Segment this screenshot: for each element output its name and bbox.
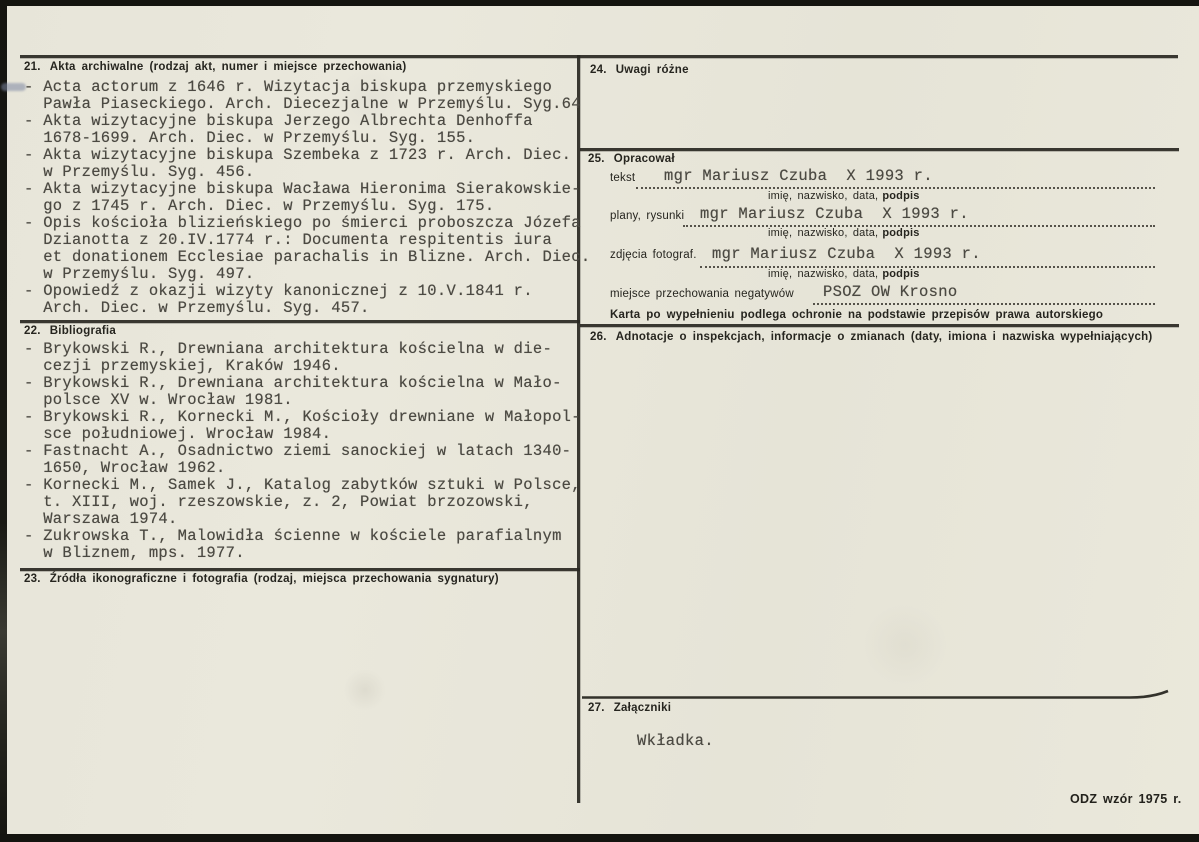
field-value-plany-rysunki: mgr Mariusz Czuba X 1993 r. — [700, 205, 969, 223]
rule-section-27-top — [582, 687, 1174, 701]
section-22-typed-text — [24, 341, 580, 562]
scan-edge-left — [0, 0, 7, 842]
field-label-tekst: tekst — [610, 172, 636, 184]
section-21-akta-archiwalne — [24, 61, 591, 317]
scan-edge-bottom — [0, 834, 1199, 842]
form-version-stamp: ODZ wzór 1975 r. — [1070, 792, 1182, 806]
field-value-tekst: mgr Mariusz Czuba X 1993 r. — [664, 167, 933, 185]
section-22-bibliografia — [24, 325, 580, 562]
typed-line: et donationem Ecclesiae parachalis in Blizne. Arch. Diec. — [24, 248, 591, 266]
typed-line: - Akta wizytacyjne biskupa Jerzego Albrechta Denhoffa — [24, 112, 533, 130]
copyright-note: Karta po wypełnieniu podlega ochronie na podstawie przepisów prawa autorskiego — [610, 309, 1104, 321]
typed-line: - Opowiedź z okazji wizyty kanonicznej z 10.V.1841 r. — [24, 282, 533, 300]
section-title: Akta archiwalne (rodzaj akt, numer i miejsce przechowania) — [49, 61, 407, 73]
field-label-miejsce-negatywow: miejsce przechowania negatywów — [610, 288, 794, 300]
section-title: Uwagi różne — [615, 64, 689, 76]
scan-edge-top — [0, 0, 1199, 6]
section-21-typed-text — [24, 78, 591, 317]
typed-line: 1650, Wrocław 1962. — [24, 459, 226, 477]
typed-line: - Acta actorum z 1646 r. Wizytacja biskupa przemyskiego — [24, 78, 553, 96]
typed-line: w Bliznem, mps. 1977. — [24, 544, 245, 562]
typed-line: - Brykowski R., Kornecki M., Kościoły drewniane w Małopol- — [24, 408, 581, 426]
field-value-zdjecia-fotograf: mgr Mariusz Czuba X 1993 r. — [712, 245, 981, 263]
typed-line: - Brykowski R., Drewniana architektura kościelna w die- — [24, 340, 553, 358]
typed-line: - Opis kościoła blizieńskiego po śmierci proboszcza Józefa — [24, 214, 581, 232]
typed-line: Wkładka. — [637, 732, 714, 750]
typed-line: - Akta wizytacyjne biskupa Szembeka z 1723 r. Arch. Diec. — [24, 146, 572, 164]
typed-line: - Zukrowska T., Malowidła ścienne w kościele parafialnym — [24, 527, 562, 545]
section-25-header — [588, 153, 1179, 166]
field-caption: imię, nazwisko, data, podpis — [768, 190, 920, 202]
section-24-uwagi-rozne — [590, 64, 1178, 77]
section-title: Źródła ikonograficzne i fotografia (rodzaj, miejsca przechowania sygnatury) — [49, 573, 499, 585]
rule-section-26-top — [580, 324, 1179, 327]
section-25-opracowal — [588, 153, 1179, 323]
typed-line: sce południowej. Wrocław 1984. — [24, 425, 332, 443]
section-number: 23. — [24, 573, 41, 585]
rule-section-23-top — [20, 568, 580, 571]
typed-line: 1678-1699. Arch. Diec. w Przemyślu. Syg. 155. — [24, 129, 476, 147]
typed-line: Arch. Diec. w Przemyślu. Syg. 457. — [24, 299, 370, 317]
typed-line: Dzianotta z 20.IV.1774 r.: Documenta respitentis iura — [24, 231, 553, 249]
section-24-header — [590, 64, 1178, 77]
section-title: Opracował — [613, 153, 675, 165]
section-26-adnotacje — [590, 331, 1178, 344]
section-number: 21. — [24, 61, 41, 73]
field-caption: imię, nazwisko, data, podpis — [768, 268, 920, 280]
section-number: 26. — [590, 331, 607, 343]
typed-line: w Przemyślu. Syg. 456. — [24, 163, 255, 181]
rule-section-25-top — [580, 148, 1179, 151]
typed-line: Pawła Piaseckiego. Arch. Diecezjalne w Przemyślu. Syg.64 — [24, 95, 581, 113]
typed-line: - Kornecki M., Samek J., Katalog zabytków sztuki w Polsce, — [24, 476, 581, 494]
section-title: Bibliografia — [49, 325, 117, 337]
section-27-zalaczniki — [588, 702, 1176, 750]
section-27-header — [588, 702, 1176, 715]
section-title: Załączniki — [613, 702, 672, 714]
typed-line: - Akta wizytacyjne biskupa Wacława Hieronima Sierakowskie- — [24, 180, 581, 198]
field-label-plany-rysunki: plany, rysunki — [610, 210, 685, 222]
field-label-zdjecia-fotograf: zdjęcia fotograf. — [610, 249, 697, 261]
pen-mark — [1, 83, 26, 91]
section-26-header — [590, 331, 1178, 344]
rule-section-22-top — [20, 320, 580, 323]
section-number: 22. — [24, 325, 41, 337]
section-number: 27. — [588, 702, 605, 714]
typed-line: polsce XV w. Wrocław 1981. — [24, 391, 293, 409]
typed-line: w Przemyślu. Syg. 497. — [24, 265, 255, 283]
typed-line: go z 1745 r. Arch. Diec. w Przemyślu. Syg. 175. — [24, 197, 495, 215]
field-caption: imię, nazwisko, data, podpis — [768, 227, 920, 239]
section-title: Adnotacje o inspekcjach, informacje o zmianach (daty, imiona i nazwiska wypełniających) — [615, 331, 1153, 343]
typed-line: t. XIII, woj. rzeszowskie, z. 2, Powiat brzozowski, — [24, 493, 533, 511]
typed-line: Warszawa 1974. — [24, 510, 178, 528]
section-23-header — [24, 573, 580, 586]
field-value-miejsce-negatywow: PSOZ OW Krosno — [823, 283, 958, 301]
typed-line: cezji przemyskiej, Kraków 1946. — [24, 357, 341, 375]
section-number: 25. — [588, 153, 605, 165]
typed-line: - Brykowski R., Drewniana architektura kościelna w Mało- — [24, 374, 562, 392]
rule-top — [20, 55, 1178, 58]
section-22-header — [24, 325, 580, 338]
section-number: 24. — [590, 64, 607, 76]
section-23-zrodla-ikonograficzne — [24, 573, 580, 586]
typed-line: - Fastnacht A., Osadnictwo ziemi sanockiej w latach 1340- — [24, 442, 572, 460]
section-21-header — [24, 61, 580, 74]
